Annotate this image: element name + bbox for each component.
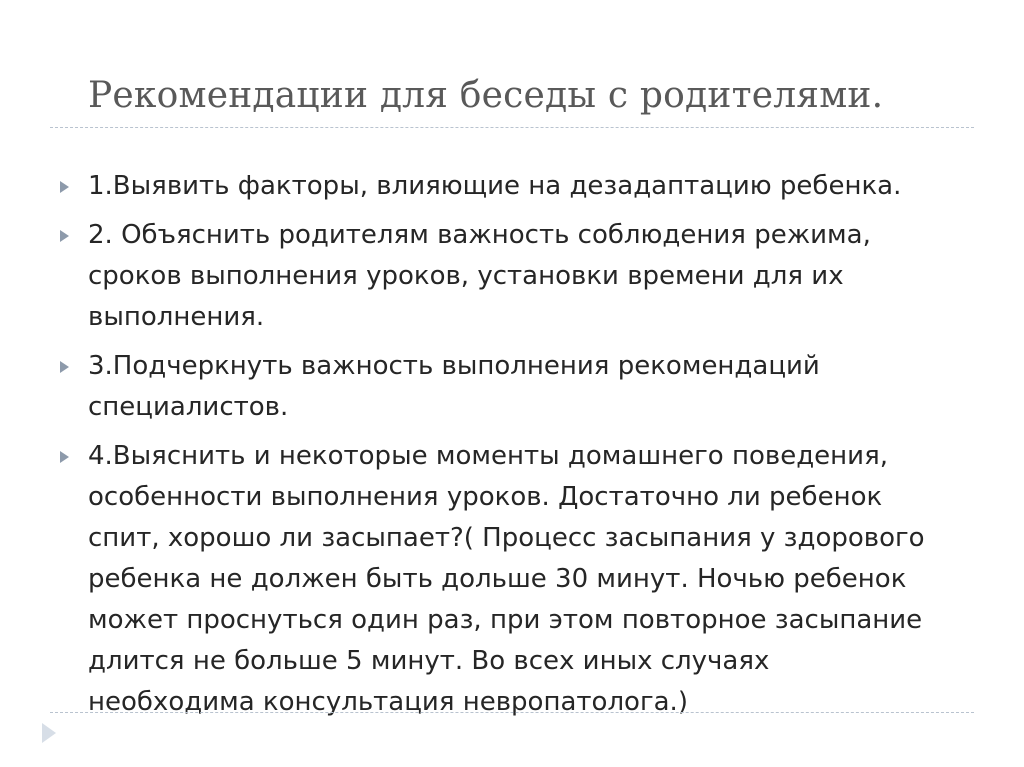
bullet-text: 3.Подчеркнуть важность выполнения рекомендаций специалистов. (88, 351, 820, 422)
bullet-item (60, 215, 960, 338)
footer-divider (50, 712, 974, 713)
bullet-item (60, 346, 960, 428)
triangle-bullet-icon (60, 451, 69, 463)
triangle-bullet-icon (60, 230, 69, 242)
slide-title: Рекомендации для беседы с родителями. (88, 75, 884, 116)
triangle-bullet-icon (60, 361, 69, 373)
title-divider (50, 127, 974, 128)
bullet-list (60, 166, 960, 731)
bullet-text: 1.Выявить факторы, влияющие на дезадаптацию ребенка. (88, 171, 902, 201)
bullet-item (60, 166, 960, 207)
slide-triangle-icon (42, 723, 56, 743)
bullet-item (60, 436, 960, 723)
bullet-text: 4.Выяснить и некоторые моменты домашнего поведения, особенности выполнения уроков. Достаточно ли ребенок спит, хорошо ли засыпает?( Процесс засыпания у здорового ребенка не должен быть дольше 30 минут. Ночью ребенок может проснуться один раз, при этом повторное засыпание длится не больше 5 минут. Во всех иных случаях необходима консультация невропатолога.) (88, 441, 925, 717)
bullet-text: 2. Объяснить родителям важность соблюдения режима, сроков выполнения уроков, установки времени для их выполнения. (88, 220, 871, 332)
triangle-bullet-icon (60, 181, 69, 193)
